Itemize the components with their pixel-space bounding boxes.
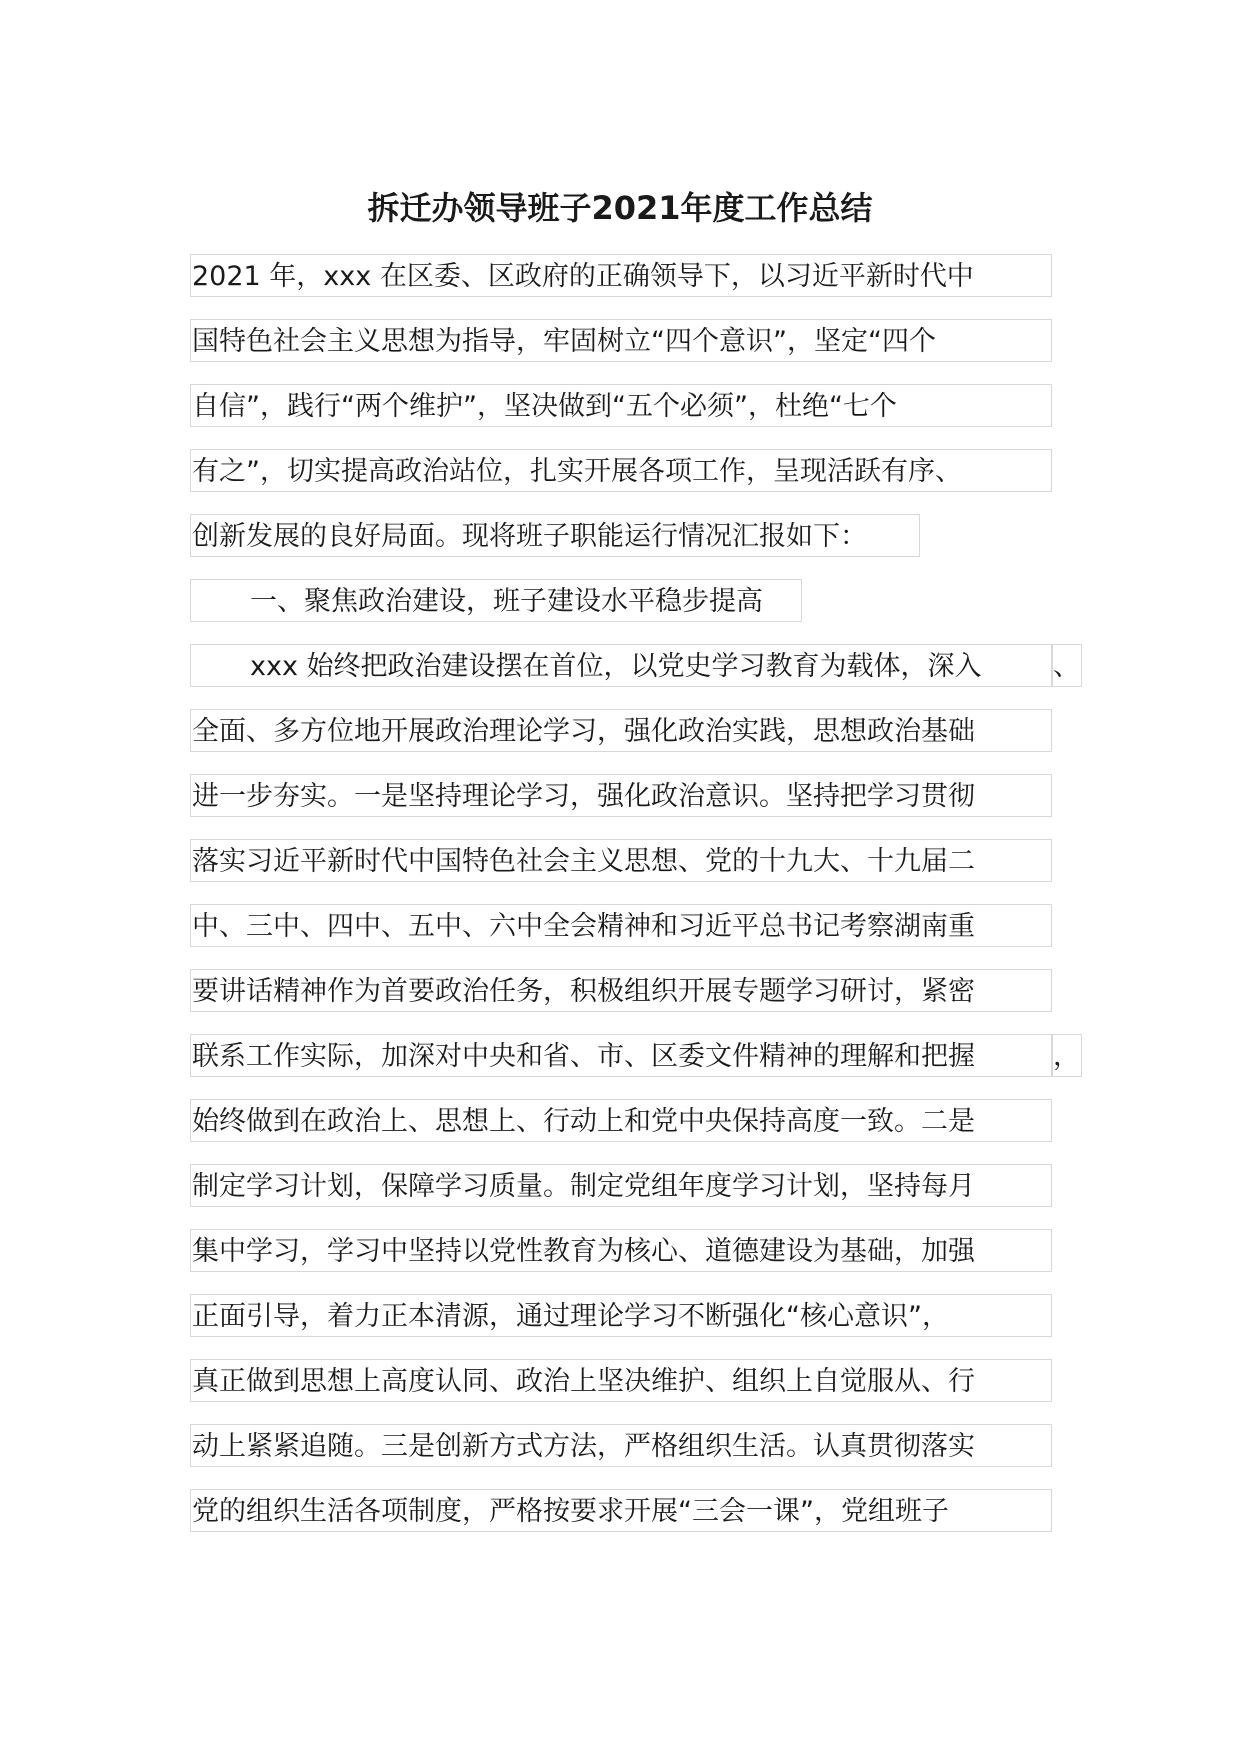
text-line-content: 动上紧紧追随。三是创新方式方法，严格组织生活。认真贯彻落实 — [190, 1424, 1052, 1467]
section-heading: 一、聚焦政治建设，班子建设水平稳步提高 — [190, 579, 802, 622]
text-line-content: 始终做到在政治上、思想上、行动上和党中央保持高度一致。二是 — [190, 1099, 1052, 1142]
overflow-punctuation: ， — [1052, 1034, 1082, 1077]
document-body — [190, 254, 1090, 1554]
overflow-punctuation: 、 — [1052, 644, 1082, 687]
text-line-content: 真正做到思想上高度认同、政治上坚决维护、组织上自觉服从、行 — [190, 1359, 1052, 1402]
text-line — [190, 254, 1090, 319]
section-heading-line — [190, 579, 1090, 644]
text-line-content: 有之”，切实提高政治站位，扎实开展各项工作，呈现活跃有序、 — [190, 449, 1052, 492]
text-line — [190, 1099, 1090, 1164]
text-line — [190, 709, 1090, 774]
text-line-content: 全面、多方位地开展政治理论学习，强化政治实践，思想政治基础 — [190, 709, 1052, 752]
text-line — [190, 1164, 1090, 1229]
text-line-content: 集中学习，学习中坚持以党性教育为核心、道德建设为基础，加强 — [190, 1229, 1052, 1272]
text-line — [190, 1489, 1090, 1554]
text-line — [190, 969, 1090, 1034]
text-line — [190, 319, 1090, 384]
text-line-content: 党的组织生活各项制度，严格按要求开展“三会一课”，党组班子 — [190, 1489, 1052, 1532]
text-line — [190, 514, 1090, 579]
text-line-content: 要讲话精神作为首要政治任务，积极组织开展专题学习研讨，紧密 — [190, 969, 1052, 1012]
text-line-content: 国特色社会主义思想为指导，牢固树立“四个意识”，坚定“四个 — [190, 319, 1052, 362]
text-line — [190, 1294, 1090, 1359]
text-line — [190, 1229, 1090, 1294]
text-line — [190, 384, 1090, 449]
text-line — [190, 449, 1090, 514]
text-line-content: 创新发展的良好局面。现将班子职能运行情况汇报如下： — [190, 514, 920, 557]
text-line — [190, 1359, 1090, 1424]
text-line-content: 联系工作实际，加深对中央和省、市、区委文件精神的理解和把握 — [190, 1034, 1052, 1077]
text-line — [190, 1034, 1090, 1099]
text-line-content: xxx 始终把政治建设摆在首位，以党史学习教育为载体，深入 — [190, 644, 1052, 687]
text-line — [190, 1424, 1090, 1489]
text-line-content: 制定学习计划，保障学习质量。制定党组年度学习计划，坚持每月 — [190, 1164, 1052, 1207]
text-line — [190, 839, 1090, 904]
text-line-content: 中、三中、四中、五中、六中全会精神和习近平总书记考察湖南重 — [190, 904, 1052, 947]
text-line — [190, 644, 1090, 709]
document-title: 拆迁办领导班子2021年度工作总结 — [367, 189, 873, 227]
text-line-content: 落实习近平新时代中国特色社会主义思想、党的十九大、十九届二 — [190, 839, 1052, 882]
text-line-content: 正面引导，着力正本清源，通过理论学习不断强化“核心意识”， — [190, 1294, 1052, 1337]
text-line-content: 2021 年，xxx 在区委、区政府的正确领导下，以习近平新时代中 — [190, 254, 1052, 297]
text-line-content: 自信”，践行“两个维护”，坚决做到“五个必须”，杜绝“七个 — [190, 384, 1052, 427]
text-line — [190, 904, 1090, 969]
text-line — [190, 774, 1090, 839]
text-line-content: 进一步夯实。一是坚持理论学习，强化政治意识。坚持把学习贯彻 — [190, 774, 1052, 817]
